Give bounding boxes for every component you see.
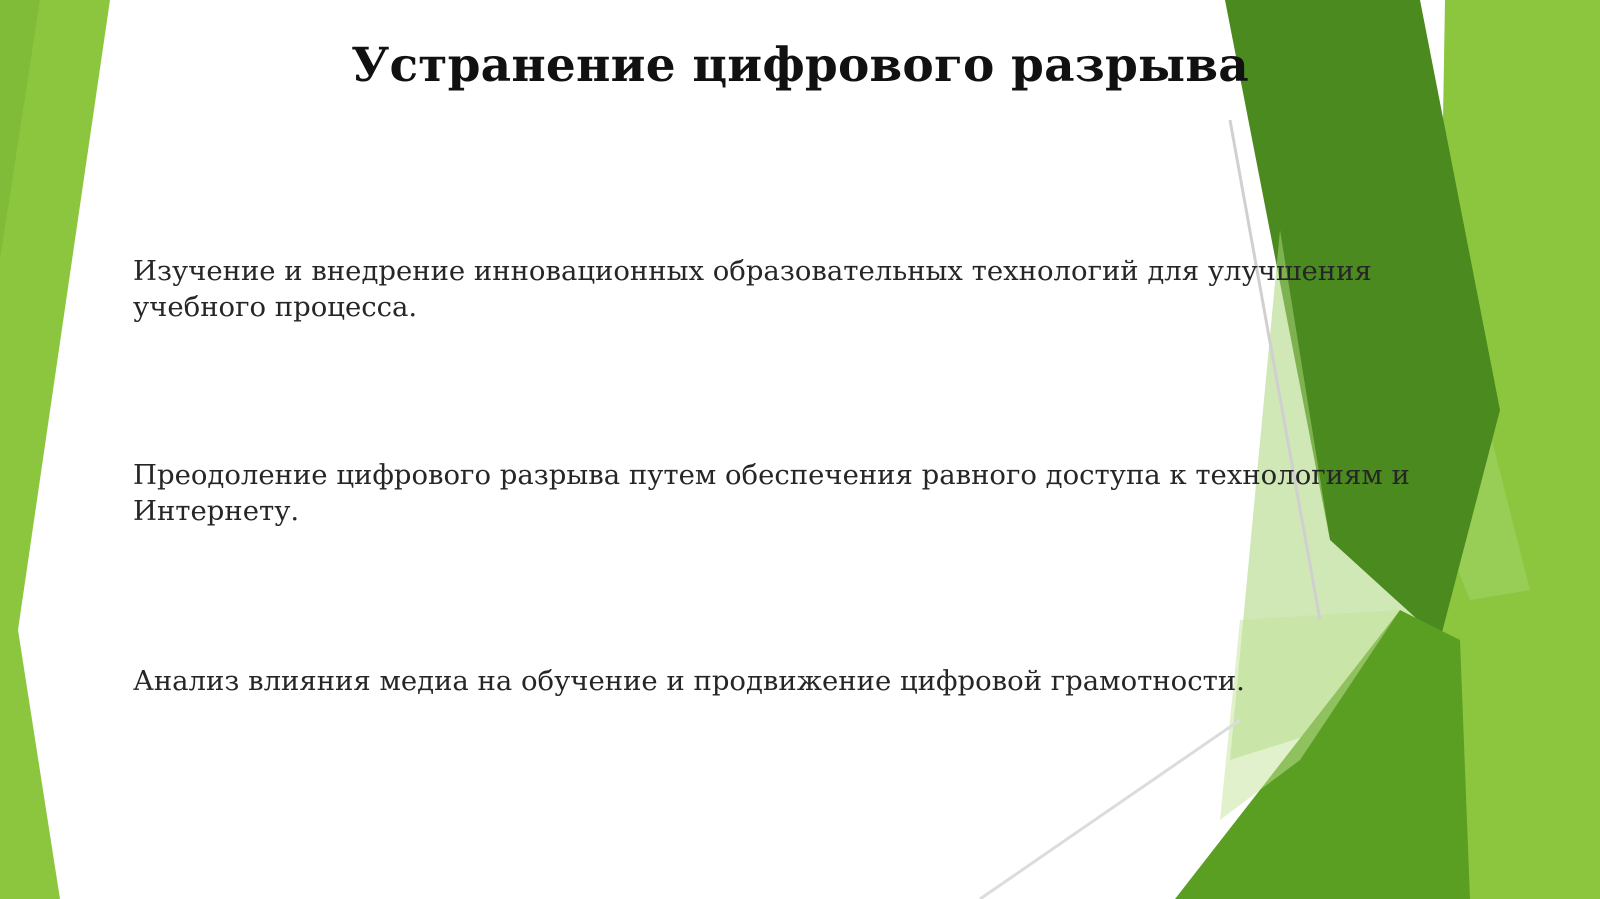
bullet-item: Изучение и внедрение инновационных образовательных технологий для улучшения учебного процесса. [133, 255, 1372, 323]
slide-title: Устранение цифрового разрыва [351, 38, 1249, 93]
bullet-item: Анализ влияния медиа на обучение и продвижение цифровой грамотности. [133, 665, 1245, 697]
bullet-item: Преодоление цифрового разрыва путем обеспечения равного доступа к технологиям и Интернету. [133, 459, 1410, 527]
